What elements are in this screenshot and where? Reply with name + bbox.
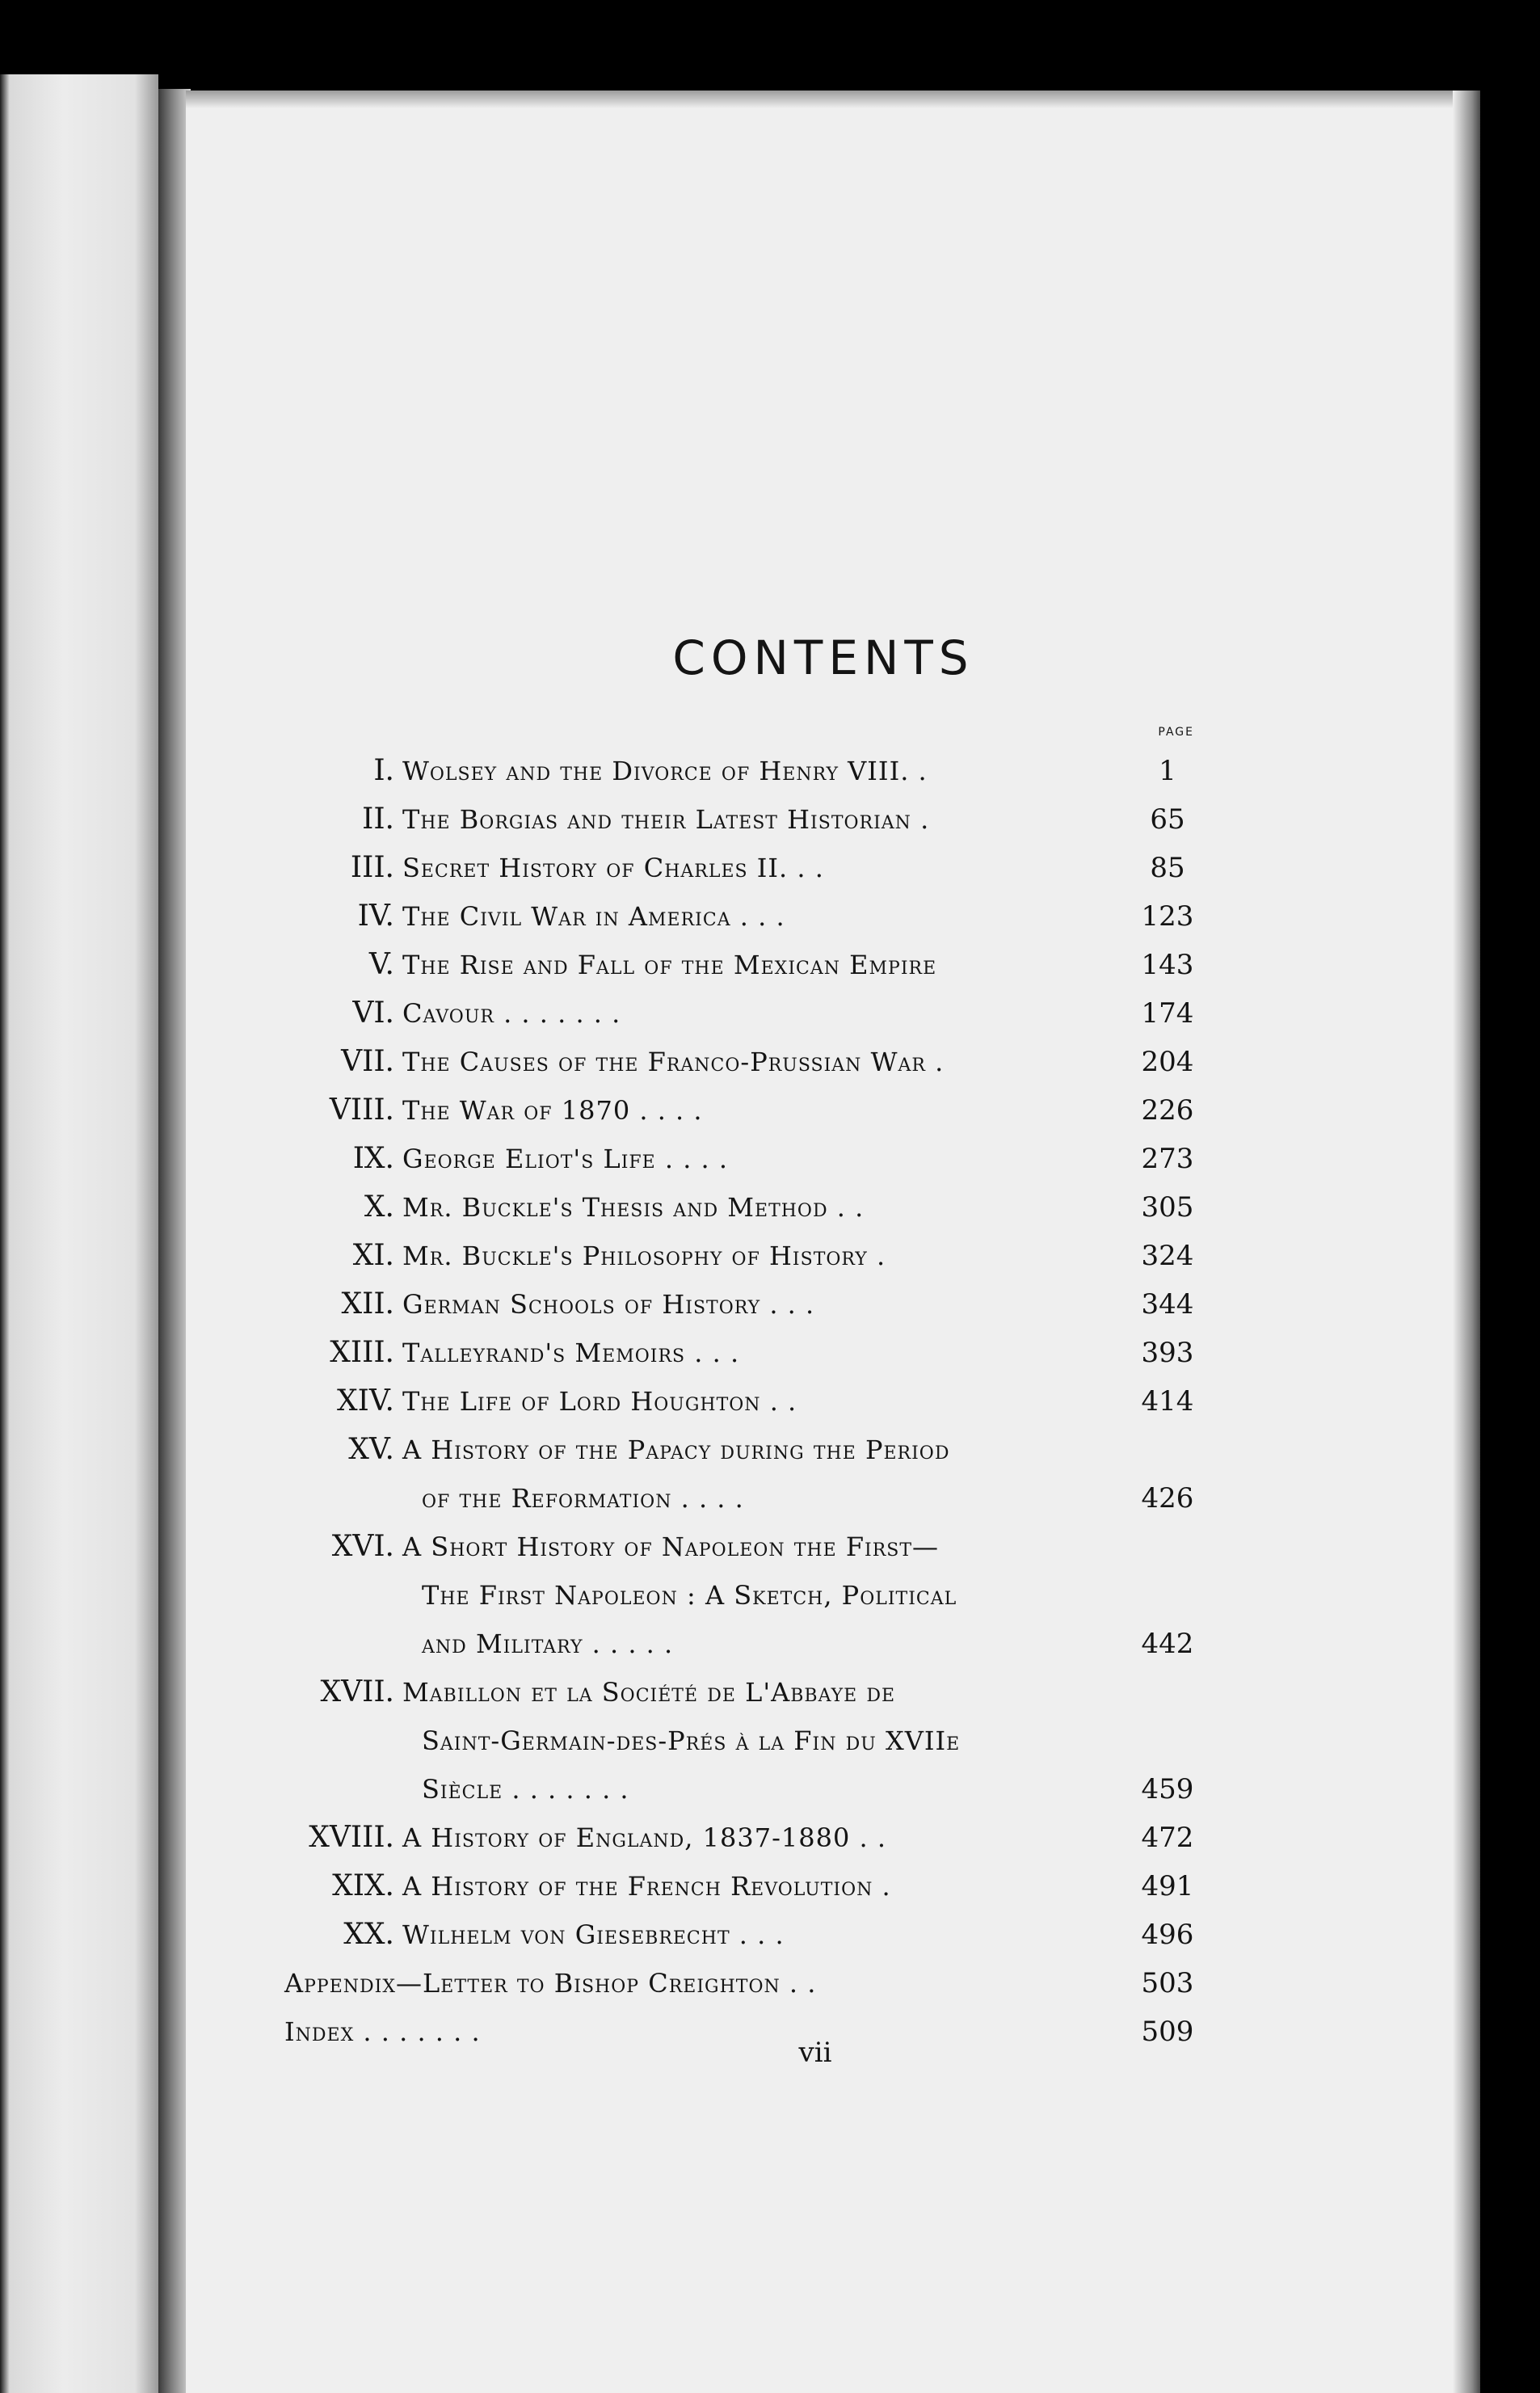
chapter-title-continued: and Military . . . . . xyxy=(422,1628,674,1659)
page-ref: 65 xyxy=(1150,803,1185,836)
chapter-title: Mr. Buckle's Philosophy of History . xyxy=(402,1241,886,1271)
page-ref: 503 xyxy=(1141,1967,1194,1999)
chapter-title-continued: The First Napoleon : A Sketch, Political xyxy=(422,1580,957,1611)
page-ref: 324 xyxy=(1141,1240,1194,1272)
page-ref: 273 xyxy=(1141,1143,1194,1175)
page-title: CONTENTS xyxy=(672,630,974,685)
chapter-number: XVI. xyxy=(331,1530,394,1563)
page-ref: 123 xyxy=(1141,900,1194,933)
chapter-title: A History of the Papacy during the Period xyxy=(402,1435,950,1465)
chapter-number: IX. xyxy=(352,1142,394,1175)
page-ref: 426 xyxy=(1141,1482,1194,1515)
chapter-number: V. xyxy=(368,948,394,981)
chapter-title-continued: Saint-Germain-des-Prés à la Fin du XVIIe xyxy=(422,1725,961,1756)
page-ref: 143 xyxy=(1141,949,1194,981)
page-ref: 491 xyxy=(1141,1870,1194,1902)
chapter-number: VI. xyxy=(352,996,394,1030)
chapter-title: The Civil War in America . . . xyxy=(402,901,785,932)
page-ref: 305 xyxy=(1141,1191,1194,1224)
chapter-title: Wilhelm von Giesebrecht . . . xyxy=(402,1919,785,1950)
page-ref: 226 xyxy=(1141,1094,1194,1127)
page-ref: 85 xyxy=(1150,852,1185,884)
chapter-title: A Short History of Napoleon the First— xyxy=(402,1531,940,1562)
chapter-number: III. xyxy=(350,851,394,884)
chapter-title: Index . . . . . . . xyxy=(284,2016,481,2047)
chapter-number: XI. xyxy=(352,1239,394,1272)
chapter-number: XIX. xyxy=(332,1869,394,1902)
chapter-title: A History of the French Revolution . xyxy=(402,1871,891,1902)
chapter-title: Appendix—Letter to Bishop Creighton . . xyxy=(284,1968,817,1999)
page-ref: 509 xyxy=(1141,2016,1194,2048)
chapter-title: Mabillon et la Société de L'Abbaye de xyxy=(402,1677,896,1708)
chapter-title: The Causes of the Franco-Prussian War . xyxy=(402,1047,945,1077)
chapter-title: George Eliot's Life . . . . xyxy=(402,1144,729,1174)
chapter-title: Talleyrand's Memoirs . . . xyxy=(402,1338,740,1368)
page-ref: 1 xyxy=(1159,755,1176,787)
chapter-title: German Schools of History . . . xyxy=(402,1289,815,1320)
page-ref: 459 xyxy=(1141,1773,1194,1805)
chapter-number: I. xyxy=(373,754,394,787)
page-ref: 472 xyxy=(1141,1822,1194,1854)
chapter-number: IV. xyxy=(357,899,394,933)
page-ref: 414 xyxy=(1141,1385,1194,1418)
page-ref: 393 xyxy=(1141,1337,1194,1369)
facing-page-edge xyxy=(0,74,158,2393)
page-ref: 344 xyxy=(1141,1288,1194,1321)
chapter-number: XVII. xyxy=(320,1675,394,1708)
chapter-title: The Borgias and their Latest Historian . xyxy=(402,804,930,835)
chapter-title: The War of 1870 . . . . xyxy=(402,1095,703,1126)
chapter-title: Cavour . . . . . . . xyxy=(402,998,621,1029)
chapter-number: XII. xyxy=(341,1287,394,1321)
chapter-number: X. xyxy=(364,1190,394,1224)
chapter-number: XX. xyxy=(343,1918,394,1951)
chapter-number: II. xyxy=(362,803,394,836)
chapter-title: Mr. Buckle's Thesis and Method . . xyxy=(402,1192,865,1223)
chapter-title: Secret History of Charles II. . . xyxy=(402,853,824,883)
chapter-number: XIV. xyxy=(337,1384,394,1418)
chapter-title-continued: Siècle . . . . . . . xyxy=(422,1774,629,1805)
page-ref: 496 xyxy=(1141,1919,1194,1951)
page-number: vii xyxy=(798,2037,832,2069)
chapter-title: A History of England, 1837-1880 . . xyxy=(402,1822,887,1853)
chapter-title-continued: of the Reformation . . . . xyxy=(422,1483,744,1514)
chapter-number: VIII. xyxy=(329,1093,394,1127)
page-column-label: PAGE xyxy=(1158,726,1194,739)
chapter-number: XIII. xyxy=(330,1336,394,1369)
chapter-number: XVIII. xyxy=(309,1821,394,1854)
chapter-title: The Life of Lord Houghton . . xyxy=(402,1386,797,1417)
chapter-number: VII. xyxy=(341,1045,394,1078)
chapter-number: XV. xyxy=(348,1433,394,1466)
page-ref: 174 xyxy=(1141,997,1194,1030)
contents-page xyxy=(186,91,1480,2393)
chapter-title: The Rise and Fall of the Mexican Empire xyxy=(402,950,937,980)
chapter-title: Wolsey and the Divorce of Henry VIII. . xyxy=(402,756,928,786)
page-ref: 442 xyxy=(1141,1628,1194,1660)
page-ref: 204 xyxy=(1141,1046,1194,1078)
